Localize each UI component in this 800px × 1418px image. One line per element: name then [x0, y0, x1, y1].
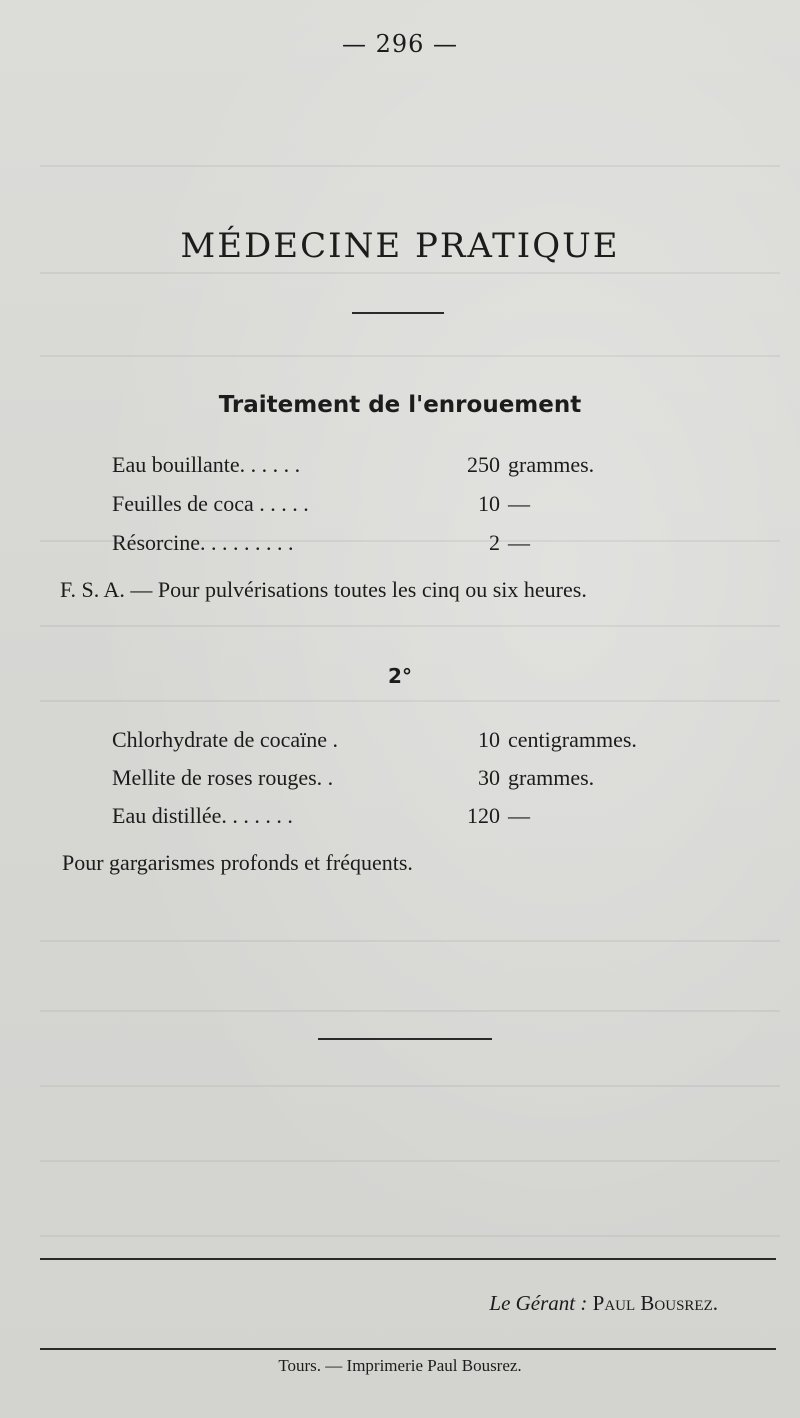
ingredient-quantity: 2 — [489, 530, 500, 555]
ingredient-unit: — — [508, 491, 530, 516]
prescription-row — [112, 491, 732, 525]
footer-rule-top — [40, 1258, 776, 1260]
bleed-through-line — [40, 1160, 780, 1162]
ingredient-name: Eau distillée. . . . . . . — [112, 803, 293, 828]
prescription-row — [112, 727, 732, 761]
prescription-row — [112, 452, 732, 486]
ingredient-name: Feuilles de coca . . . . . — [112, 491, 309, 516]
ingredient-unit: grammes. — [508, 452, 595, 477]
ingredient-unit: — — [508, 803, 530, 828]
signature — [489, 1291, 718, 1316]
ingredient-quantity: 250 — [467, 452, 500, 477]
bleed-through-line — [40, 355, 780, 357]
prescription-row — [112, 530, 732, 564]
ingredient-quantity: 120 — [467, 803, 500, 828]
ingredient-name: Chlorhydrate de cocaïne . — [112, 727, 339, 752]
signature-name: Paul Bousrez. — [592, 1291, 718, 1315]
bleed-through-line — [40, 1235, 780, 1237]
subtitle: Traitement de l'enrouement — [218, 392, 582, 418]
bleed-through-line — [40, 272, 780, 274]
bleed-through-line — [40, 1010, 780, 1012]
instruction-text: F. S. A. — Pour pulvérisations toutes les cinq ou six heures. — [60, 577, 587, 602]
section-number: 2° — [388, 664, 412, 688]
bleed-through-line — [40, 940, 780, 942]
prescription-row — [112, 803, 732, 837]
ingredient-name: Eau bouillante. . . . . . — [112, 452, 301, 477]
signature-label: Le Gérant : — [489, 1291, 588, 1315]
page-number: — 296 — — [341, 30, 459, 58]
bleed-through-line — [40, 165, 780, 167]
bleed-through-line — [40, 1085, 780, 1087]
title-rule — [352, 312, 444, 314]
footer-rule-bottom — [40, 1348, 776, 1350]
ingredient-name: Mellite de roses rouges. . — [112, 765, 334, 790]
ingredient-unit: — — [508, 530, 530, 555]
ingredient-name: Résorcine. . . . . . . . . — [112, 530, 294, 555]
ingredient-unit: grammes. — [508, 765, 595, 790]
section-end-rule — [318, 1038, 492, 1040]
bleed-through-line — [40, 700, 780, 702]
ingredient-quantity: 10 — [478, 727, 500, 752]
ingredient-unit: centigrammes. — [508, 727, 637, 752]
printer-footer: Tours. — Imprimerie Paul Bousrez. — [278, 1356, 522, 1375]
section-title: MÉDECINE PRATIQUE — [180, 226, 620, 266]
bleed-through-line — [40, 625, 780, 627]
prescription-row — [112, 765, 732, 799]
instruction-text: Pour gargarismes profonds et fréquents. — [62, 850, 413, 875]
ingredient-quantity: 30 — [478, 765, 500, 790]
ingredient-quantity: 10 — [478, 491, 500, 516]
